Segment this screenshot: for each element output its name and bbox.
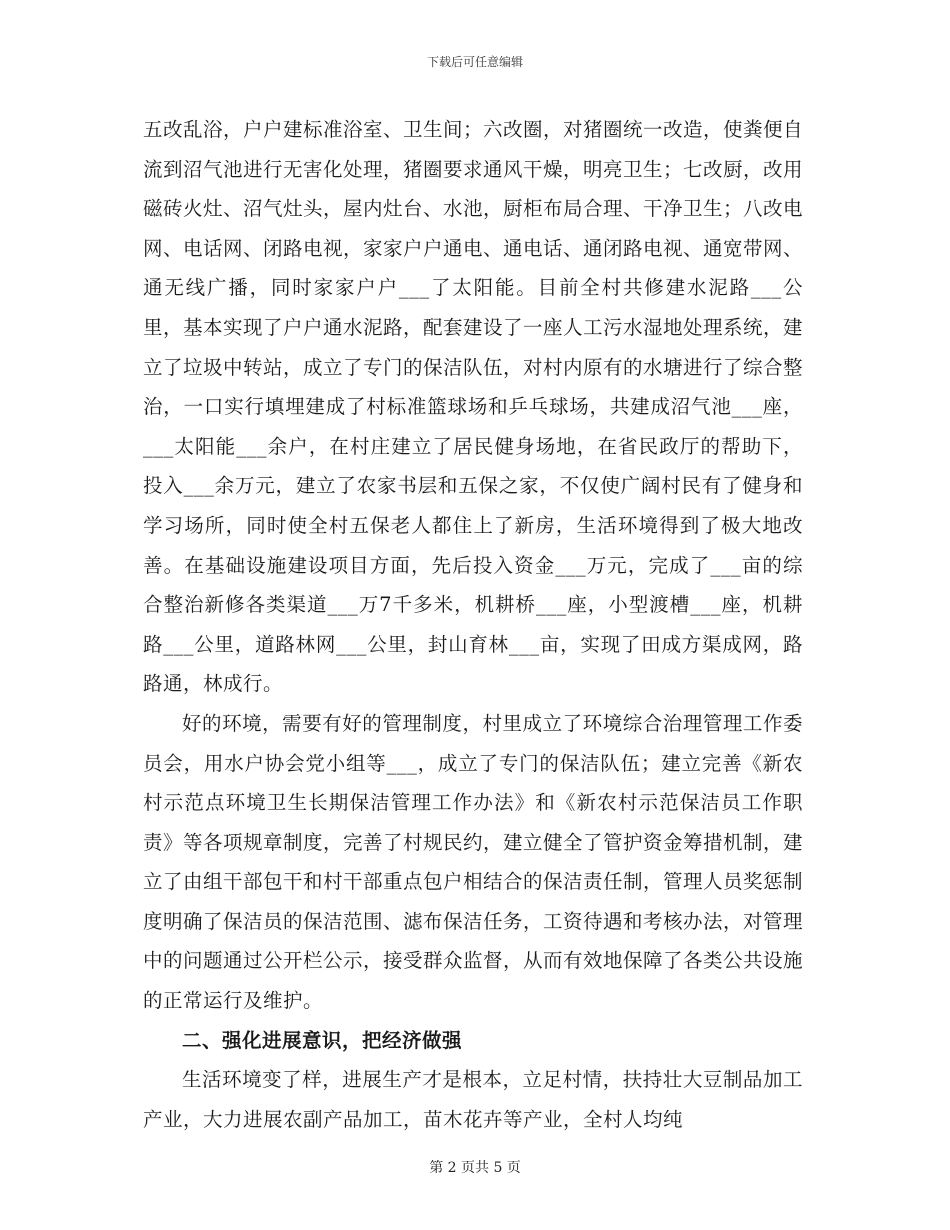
page-header: 下载后可任意编辑 (426, 55, 523, 69)
body-paragraph: 五改乱浴，户户建标准浴室、卫生间；六改圈，对猪圈统一改造，使粪便自流到沼气池进行无害化处理，猪圈要求通风干燥，明亮卫生；七改厨，改用磁砖火灶、沼气灶头，屋内灶台、水池，厨柜布局合理、干净卫生；八改电网、电话网、闭路电视，家家户户通电、通电话、通闭路电视、通宽带网、通无线广播，同时家家户户___了太阳能。目前全村共修建水泥路___公里，基本实现了户户通水泥路，配套建设了一座人工污水湿地处理系统，建立了垃圾中转站，成立了专门的保洁队伍，对村内原有的水塘进行了综合整治，一口实行填埋建成了村标准篮球场和乒乓球场，共建成沼气池___座，___太阳能___余户，在村庄建立了居民健身场地，在省民政厅的帮助下，投入___余万元，建立了农家书层和五保之家，不仅使广阔村民有了健身和学习场所，同时使全村五保老人都住上了新房，生活环境得到了极大地改善。在基础设施建设项目方面，先后投入资金___万元，完成了___亩的综合整治新修各类渠道___万7千多米，机耕桥___座，小型渡槽___座，机耕路___公里，道路林网___公里，封山育林___亩，实现了田成方渠成网，路路通，林成行。 (143, 118, 804, 696)
section-heading: 二、强化进展意识，把经济做强 (182, 1028, 463, 1052)
body-paragraph: 生活环境变了样，进展生产才是根本，立足村情，扶持壮大豆制品加工产业，大力进展农副产品加工，苗木花卉等产业，全村人均纯 (143, 1068, 803, 1131)
page-footer: 第 2 页共 5 页 (429, 1160, 521, 1176)
document-body (143, 110, 803, 1139)
body-paragraph: 好的环境，需要有好的管理制度，村里成立了环境综合治理管理工作委员会，用水户协会党小组等___，成立了专门的保洁队伍；建立完善《新农村示范点环境卫生长期保洁管理工作办法》和《新农村示范保洁员工作职责》等各项规章制度，完善了村规民约，建立健全了管护资金筹措机制，建立了由组干部包干和村干部重点包户相结合的保洁责任制，管理人员奖惩制度明确了保洁员的保洁范围、滤布保洁任务，工资待遇和考核办法，对管理中的问题通过公开栏公示，接受群众监督，从而有效地保障了各类公共设施的正常运行及维护。 (143, 711, 804, 1013)
